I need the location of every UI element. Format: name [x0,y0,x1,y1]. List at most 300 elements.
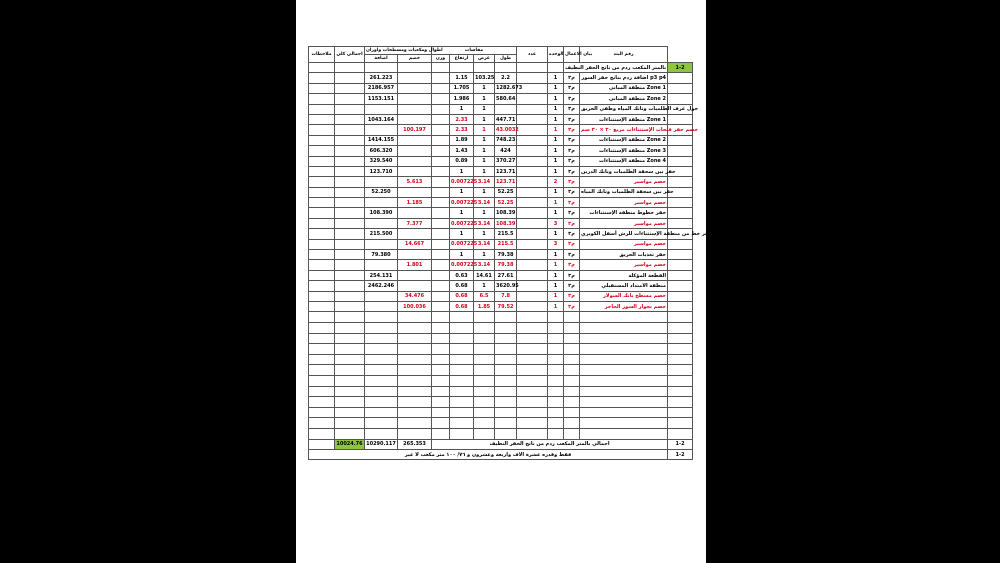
table-row [309,208,693,218]
table-row [309,229,693,239]
empty-cell [668,322,693,333]
addition-cell [365,177,398,187]
count-cell: 1 [548,301,564,311]
empty-cell [548,386,564,397]
description-cell: خصم بجوار السور الحاجز [580,301,668,311]
height-cell: 1 [450,250,474,260]
col-group-dimensions: مقاسات [432,47,517,55]
empty-cell [580,375,668,386]
unit-cell: م٣ [564,301,580,311]
empty-cell [432,407,450,418]
length-cell: 123.71 [495,177,517,187]
width-cell: 1 [474,166,495,176]
weight-cell [432,198,450,208]
deduction-cell [398,187,432,197]
length-cell: 748.23 [495,135,517,145]
empty-cell [450,386,474,397]
weight-cell [432,125,450,135]
addition-cell: 1414.155 [365,135,398,145]
description-cell: خصم مواسير [580,177,668,187]
unit-cell: م٣ [564,250,580,260]
length-cell: 2.2 [495,73,517,83]
count-cell: 1 [548,83,564,93]
empty-cell [495,333,517,344]
empty-cell [668,354,693,365]
width-cell: 1 [474,208,495,218]
grand-total-cell: 10024.76 [335,439,365,449]
notes-cell [309,83,335,93]
count-cell: 1 [548,73,564,83]
height-cell: 1 [450,208,474,218]
count-cell: 1 [548,260,564,270]
description-cell: منطقة الإستثناءات Zone 1 [580,114,668,124]
empty-cell [335,322,365,333]
empty-cell [495,418,517,429]
item-no-cell [668,218,693,228]
count-cell [517,135,548,145]
addition-cell: 1153.151 [365,94,398,104]
total-cell [335,83,365,93]
deduction-cell [398,156,432,166]
empty-cell [450,418,474,429]
col-total-all: اجمالي كلي [335,47,365,63]
addition-cell: 215.500 [365,229,398,239]
empty-cell [564,386,580,397]
empty-cell [580,333,668,344]
description-cell: خصم مواسير [580,218,668,228]
weight-cell [432,146,450,156]
deduction-cell [398,250,432,260]
col-deduction: خصم [398,55,432,63]
unit-cell: م٣ [564,114,580,124]
height-cell: 1 [450,104,474,114]
empty-cell [335,344,365,355]
empty-cell [309,344,335,355]
empty-cell [365,418,398,429]
weight-cell [432,208,450,218]
length-cell: 7.8 [495,291,517,301]
empty-cell [495,375,517,386]
unit-cell: م٣ [564,146,580,156]
width-cell: 14.61 [474,270,495,280]
empty-cell [474,322,495,333]
count-cell [517,218,548,228]
total-cell [335,104,365,114]
total-cell [335,291,365,301]
addition-cell: 2186.957 [365,83,398,93]
width-cell: 3.14 [474,239,495,249]
empty-row [309,386,693,397]
total-cell [335,260,365,270]
weight-cell [432,250,450,260]
empty-cell [365,365,398,376]
total-cell [335,146,365,156]
weight-cell [432,156,450,166]
empty-cell [580,344,668,355]
count-cell: 1 [548,135,564,145]
table-row [309,187,693,197]
length-cell: 370.27 [495,156,517,166]
item-no-cell [668,260,693,270]
height-cell: 0.68 [450,291,474,301]
table-row [309,291,693,301]
empty-cell [564,312,580,323]
empty-row [309,365,693,376]
empty-cell [517,418,548,429]
empty-cell [548,365,564,376]
empty-cell [309,386,335,397]
table-row [309,125,693,135]
description-cell: حفر خطوط منطقة الإستثناءات [580,208,668,218]
empty-cell [365,407,398,418]
empty-cell [309,365,335,376]
width-cell: 1 [474,250,495,260]
height-cell: 0.89 [450,156,474,166]
table-row [309,301,693,311]
count-cell [517,239,548,249]
notes-cell [309,218,335,228]
total-cell [335,270,365,280]
height-cell: 1 [450,187,474,197]
total-cell [335,114,365,124]
empty-cell [548,375,564,386]
empty-cell [474,344,495,355]
empty-cell [474,418,495,429]
empty-cell [398,322,432,333]
empty-cell [474,397,495,408]
total-cell [335,166,365,176]
width-cell: 1 [474,281,495,291]
width-cell: 1 [474,94,495,104]
count-cell: 1 [548,166,564,176]
empty-cell [548,407,564,418]
empty-cell [309,428,335,439]
height-cell: 0.68 [450,301,474,311]
notes-cell [309,281,335,291]
table-row [309,250,693,260]
addition-cell [365,291,398,301]
description-cell: حول غرف الطلمبات وتانك المياه وطفي الحريق [580,104,668,114]
count-cell: 3 [548,239,564,249]
col-height: ارتفاع [450,55,474,63]
empty-cell [548,428,564,439]
length-cell: 215.5 [495,239,517,249]
deduction-cell [398,270,432,280]
height-cell: 0.007225 [450,177,474,187]
empty-cell [398,333,432,344]
height-cell: 0.007225 [450,218,474,228]
unit-cell: م٣ [564,239,580,249]
empty-cell [580,312,668,323]
empty-cell [365,312,398,323]
count-cell [517,260,548,270]
height-cell: 0.007225 [450,198,474,208]
empty-row [309,322,693,333]
count-cell [517,73,548,83]
description-cell: منطقة المباني Zone 2 [580,94,668,104]
description-cell: حفر خط من منطقة الإستثناءات للرش أسفل الكوبري [580,229,668,239]
description-cell: اضافة ردم بناتج حفر السور p3 p4 [580,73,668,83]
empty-cell [564,407,580,418]
empty-row [309,344,693,355]
table-row [309,166,693,176]
deduction-cell [398,229,432,239]
length-cell: 43.0032 [495,125,517,135]
empty-cell [564,354,580,365]
empty-cell [335,418,365,429]
notes-cell [309,239,335,249]
height-cell: 1.705 [450,83,474,93]
empty-cell [309,312,335,323]
deduction-cell [398,146,432,156]
notes-cell [309,73,335,83]
notes-cell [309,208,335,218]
table-row [309,146,693,156]
totals-row [309,439,693,449]
length-cell: 108.39 [495,218,517,228]
empty-cell [580,418,668,429]
empty-cell [335,428,365,439]
empty-cell [474,375,495,386]
empty-cell [450,312,474,323]
words-code: 1-2 [668,449,693,459]
unit-cell: م٣ [564,125,580,135]
height-cell: 0.68 [450,281,474,291]
width-cell: 1 [474,135,495,145]
empty-cell [548,333,564,344]
deduction-cell: 5.613 [398,177,432,187]
empty-cell [450,344,474,355]
empty-cell [450,407,474,418]
empty-cell [495,365,517,376]
width-cell: 1 [474,114,495,124]
unit-cell: م٣ [564,83,580,93]
empty-cell [335,354,365,365]
empty-cell [495,344,517,355]
amount-in-words-row [309,449,693,459]
col-notes: ملاحظات [309,47,335,63]
empty-cell [432,397,450,408]
notes-cell [309,114,335,124]
empty-cell [432,344,450,355]
item-no-cell [668,156,693,166]
description-cell: خصم مواسير [580,260,668,270]
unit-cell: م٣ [564,156,580,166]
deduction-cell: 1.185 [398,198,432,208]
height-cell: 1 [450,166,474,176]
empty-cell [564,418,580,429]
notes-cell [309,146,335,156]
notes-cell [309,94,335,104]
empty-cell [580,407,668,418]
deduction-cell [398,208,432,218]
notes-cell [309,104,335,114]
empty-cell [548,344,564,355]
height-cell: 1.89 [450,135,474,145]
empty-cell [450,428,474,439]
notes-cell [309,439,335,449]
empty-cell [517,354,548,365]
total-cell [335,250,365,260]
count-cell: 3 [548,218,564,228]
empty-cell [450,322,474,333]
count-cell: 2 [548,177,564,187]
width-cell: 1 [474,146,495,156]
width-cell: 1 [474,83,495,93]
empty-cell [548,354,564,365]
section-code: 1-2 [668,63,693,73]
count-cell [517,270,548,280]
height-cell: 1 [450,229,474,239]
addition-cell: 261.223 [365,73,398,83]
empty-cell [668,397,693,408]
empty-cell [309,375,335,386]
empty-cell [335,407,365,418]
width-cell: 3.14 [474,218,495,228]
weight-cell [432,104,450,114]
col-addition: اضافة [365,55,398,63]
col-description: بيان الاعمال [564,47,580,63]
unit-cell: م٣ [564,291,580,301]
table-row [309,239,693,249]
totals-code: 1-2 [668,439,693,449]
height-cell: 0.007225 [450,239,474,249]
height-cell: 1.15 [450,73,474,83]
deduction-cell: 1.801 [398,260,432,270]
notes-cell [309,177,335,187]
description-cell: منطقة الإستثناءات Zone 3 [580,146,668,156]
deduction-cell [398,281,432,291]
description-cell: منطقة الإستثناءات Zone 2 [580,135,668,145]
count-cell: 1 [548,250,564,260]
deduction-cell: 7.377 [398,218,432,228]
addition-cell [365,301,398,311]
item-no-cell [668,177,693,187]
weight-cell [432,73,450,83]
addition-cell: 52.250 [365,187,398,197]
empty-cell [432,312,450,323]
width-cell: 3.14 [474,260,495,270]
empty-cell [432,333,450,344]
deduction-cell [398,166,432,176]
empty-cell [517,397,548,408]
total-cell [335,239,365,249]
notes-cell [309,166,335,176]
empty-cell [548,312,564,323]
length-cell: 79.52 [495,301,517,311]
item-no-cell [668,83,693,93]
count-cell [517,281,548,291]
empty-cell [564,322,580,333]
empty-cell [398,407,432,418]
count-cell: 1 [548,281,564,291]
count-cell [517,198,548,208]
total-cell [335,177,365,187]
table-row [309,114,693,124]
deduction-cell: 100.036 [398,301,432,311]
unit-cell: م٣ [564,166,580,176]
empty-cell [335,312,365,323]
addition-cell [365,218,398,228]
notes-cell [309,260,335,270]
col-width: عرض [474,55,495,63]
length-cell: 424 [495,146,517,156]
count-cell: 1 [548,104,564,114]
unit-cell: م٣ [564,208,580,218]
item-no-cell [668,135,693,145]
empty-cell [398,428,432,439]
empty-cell [335,365,365,376]
addition-cell: 123.710 [365,166,398,176]
width-cell: 1.85 [474,301,495,311]
empty-cell [564,375,580,386]
weight-cell [432,114,450,124]
length-cell: 1282.673 [495,83,517,93]
bill-of-quantities-table [308,46,713,460]
deduction-cell: 14.667 [398,239,432,249]
empty-cell [474,365,495,376]
unit-cell: م٣ [564,270,580,280]
empty-cell [517,407,548,418]
empty-cell [432,386,450,397]
empty-cell [450,375,474,386]
empty-cell [474,333,495,344]
empty-cell [398,365,432,376]
weight-cell [432,270,450,280]
description-cell: منطقة الامتداد المستقبلي [580,281,668,291]
deduction-cell [398,73,432,83]
empty-cell [365,322,398,333]
count-cell [517,250,548,260]
section-title: بالمتر المكعب ردم من ناتج الحفر النظيف [564,63,668,73]
item-no-cell [668,198,693,208]
unit-cell: م٣ [564,135,580,145]
count-cell [517,291,548,301]
item-no-cell [668,114,693,124]
addition-cell: 108.390 [365,208,398,218]
addition-cell: 254.131 [365,270,398,280]
empty-cell [668,428,693,439]
item-no-cell [668,301,693,311]
height-cell: 2.33 [450,114,474,124]
deduction-total-cell: 265.353 [398,439,432,449]
empty-cell [580,354,668,365]
unit-cell: م٣ [564,198,580,208]
item-no-cell [668,291,693,301]
empty-cell [398,397,432,408]
height-cell: 2.33 [450,125,474,135]
weight-cell [432,218,450,228]
empty-cell [365,354,398,365]
empty-row [309,375,693,386]
totals-label: اجمالي بالمتر المكعب ردم من ناتج الحفر النظيف [432,439,668,449]
table-row [309,83,693,93]
empty-row [309,407,693,418]
empty-cell [564,344,580,355]
empty-cell [309,407,335,418]
addition-cell [365,239,398,249]
count-cell: 1 [548,187,564,197]
empty-cell [564,428,580,439]
empty-cell [564,397,580,408]
weight-cell [432,94,450,104]
notes-cell [309,270,335,280]
empty-row [309,354,693,365]
empty-cell [365,386,398,397]
empty-cell [450,333,474,344]
table-row [309,270,693,280]
unit-cell: م٣ [564,229,580,239]
